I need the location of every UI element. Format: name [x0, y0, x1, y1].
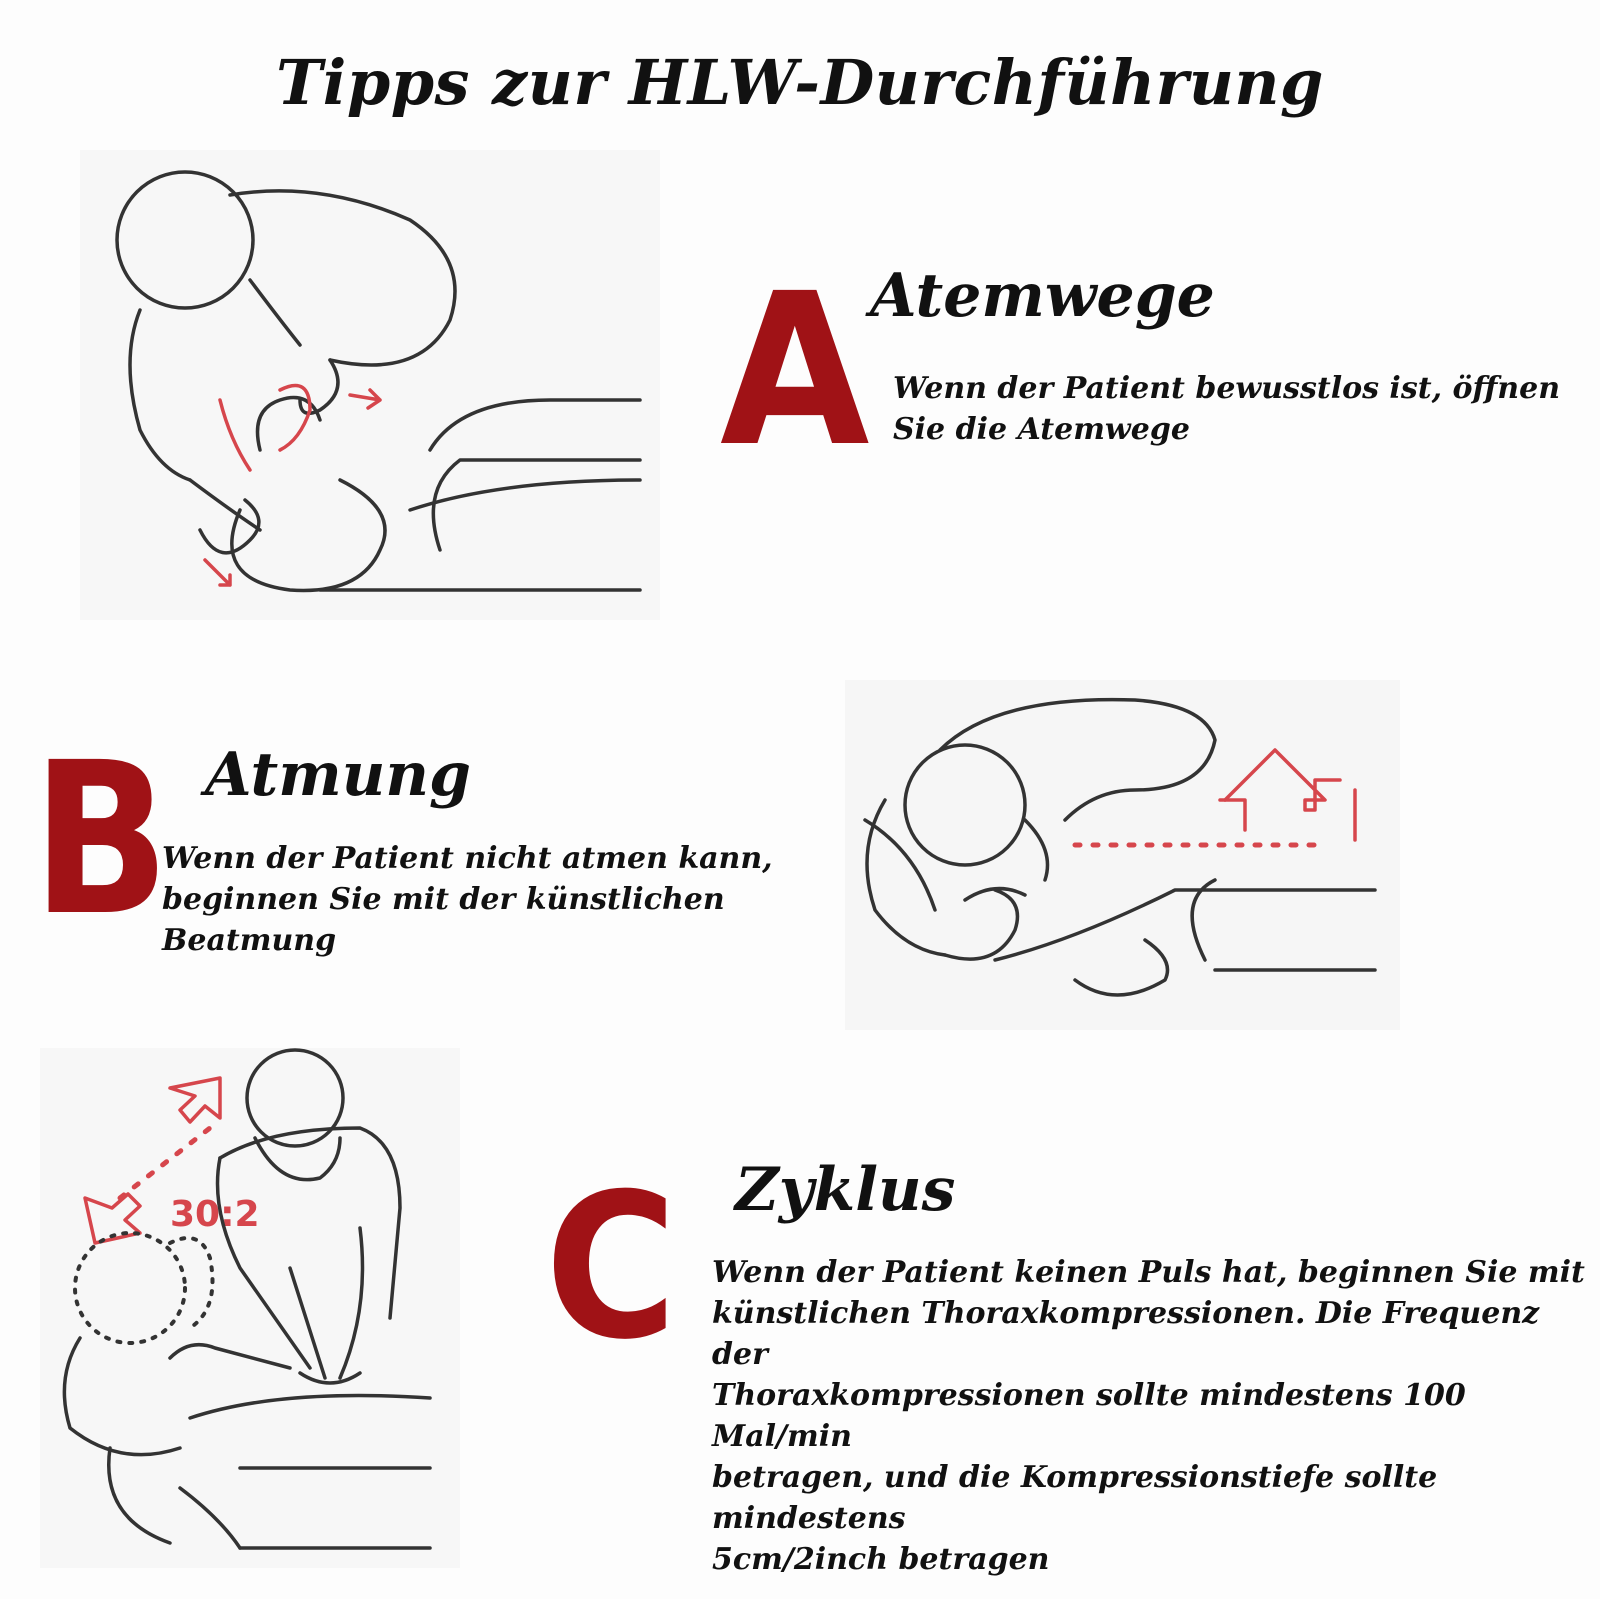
section-c-text-line: Thoraxkompressionen sollte mindestens 100 Mal/min	[712, 1378, 1466, 1454]
section-b-heading: Atmung	[205, 740, 471, 810]
section-a-text-line: Wenn der Patient bewusstlos ist, öffnen	[893, 371, 1561, 406]
section-c-text	[712, 1252, 1600, 1580]
section-c-text-line: Wenn der Patient keinen Puls hat, beginnen Sie mit	[712, 1255, 1585, 1290]
section-c-text-line: betragen, und die Kompressionstiefe sollte mindestens	[712, 1460, 1438, 1536]
page-title: Tipps zur HLW-Durchführung	[276, 46, 1324, 119]
section-c-text-line: künstlichen Thoraxkompressionen. Die Frequenz der	[712, 1296, 1540, 1372]
section-b-letter: B	[32, 717, 170, 962]
ratio-label: 30:2	[170, 1194, 260, 1235]
section-c-heading: Zyklus	[735, 1155, 956, 1225]
section-c-text-line: 5cm/2inch betragen	[712, 1542, 1050, 1577]
section-a-letter: A	[720, 248, 870, 493]
compression-illustration	[40, 1048, 460, 1568]
section-b-text-line: Wenn der Patient nicht atmen kann,	[162, 841, 773, 876]
section-a-text	[893, 368, 1560, 450]
airway-illustration	[80, 150, 660, 620]
section-b-text-line: Beatmung	[162, 923, 337, 958]
section-a-text-line: Sie die Atemwege	[893, 412, 1190, 447]
breathing-illustration	[845, 680, 1400, 1030]
section-a-heading: Atemwege	[870, 261, 1215, 331]
section-c-letter: C	[545, 1151, 678, 1384]
section-b-text	[162, 838, 773, 961]
section-b-text-line: beginnen Sie mit der künstlichen	[162, 882, 725, 917]
